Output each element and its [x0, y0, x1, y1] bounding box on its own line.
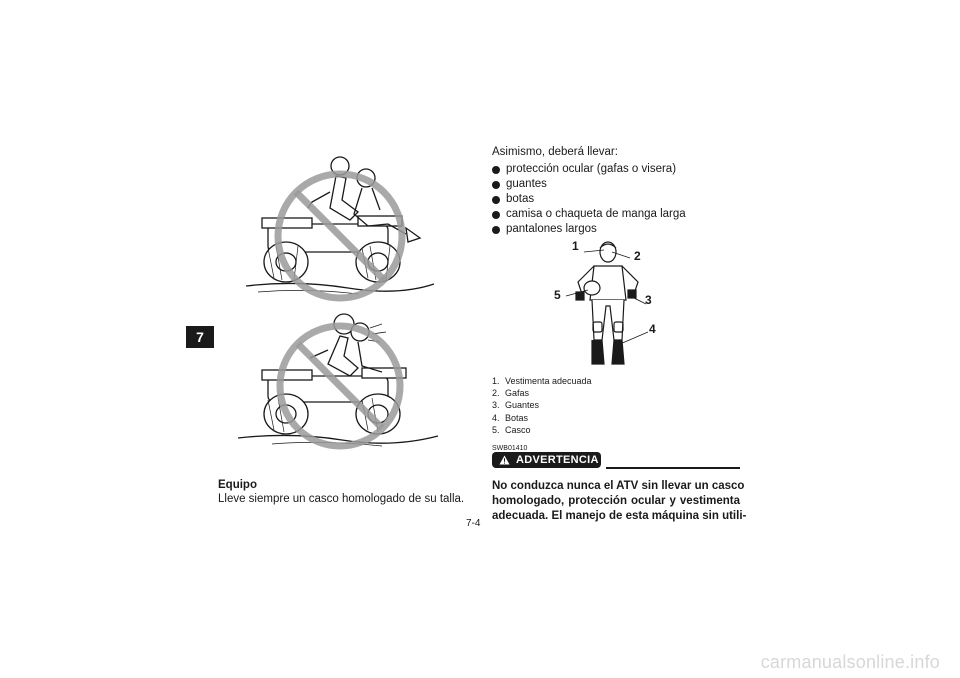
- warning-badge: [492, 452, 601, 468]
- list-item: 4. Botas: [492, 412, 529, 423]
- list-item: guantes: [492, 177, 686, 192]
- callout-5: 5: [554, 288, 561, 302]
- list-item: 5. Casco: [492, 424, 531, 435]
- atv-no-helmet-illustration: [238, 148, 442, 306]
- bullet-dot-icon: [492, 166, 500, 174]
- warning-text: [492, 479, 747, 524]
- bullet-dot-icon: [492, 196, 500, 204]
- list-item: botas: [492, 192, 686, 207]
- callout-2: 2: [634, 249, 641, 263]
- equipment-bullet-list: [492, 162, 686, 237]
- list-item: 3. Guantes: [492, 400, 540, 411]
- rider-protective-gear-illustration: [548, 236, 668, 374]
- figure-legend: [492, 375, 592, 436]
- warning-code: SWB01410: [492, 445, 528, 452]
- bullet-dot-icon: [492, 181, 500, 189]
- equipment-text: Lleve siempre un casco homologado de su talla.: [218, 493, 465, 505]
- warning-rule: [606, 467, 740, 469]
- warning-line: adecuada. El manejo de esta máquina sin utili-: [492, 510, 747, 522]
- callout-1: 1: [572, 239, 579, 253]
- intro-text: Asimismo, deberá llevar:: [492, 146, 618, 158]
- callout-4: 4: [649, 322, 656, 336]
- equipment-heading: Equipo: [218, 479, 257, 491]
- list-item: 1. Vestimenta adecuada: [492, 376, 592, 386]
- watermark: carmanualsonline.info: [760, 652, 940, 672]
- warning-line: No conduzca nunca el ATV sin llevar un casco: [492, 480, 745, 492]
- warning-triangle-icon: [499, 455, 510, 465]
- warning-label: ADVERTENCIA: [516, 454, 599, 466]
- list-item: camisa o chaqueta de manga larga: [492, 207, 686, 222]
- bullet-dot-icon: [492, 211, 500, 219]
- atv-passenger-illustration: [232, 310, 444, 450]
- list-item: protección ocular (gafas o visera): [492, 162, 686, 177]
- warning-line: homologado, protección ocular y vestimenta: [492, 495, 740, 507]
- page-number: 7-4: [466, 518, 481, 529]
- list-item: pantalones largos: [492, 222, 686, 237]
- list-item: 2. Gafas: [492, 388, 530, 399]
- callout-3: 3: [645, 293, 652, 307]
- bullet-dot-icon: [492, 226, 500, 234]
- chapter-tab: 7: [186, 326, 214, 348]
